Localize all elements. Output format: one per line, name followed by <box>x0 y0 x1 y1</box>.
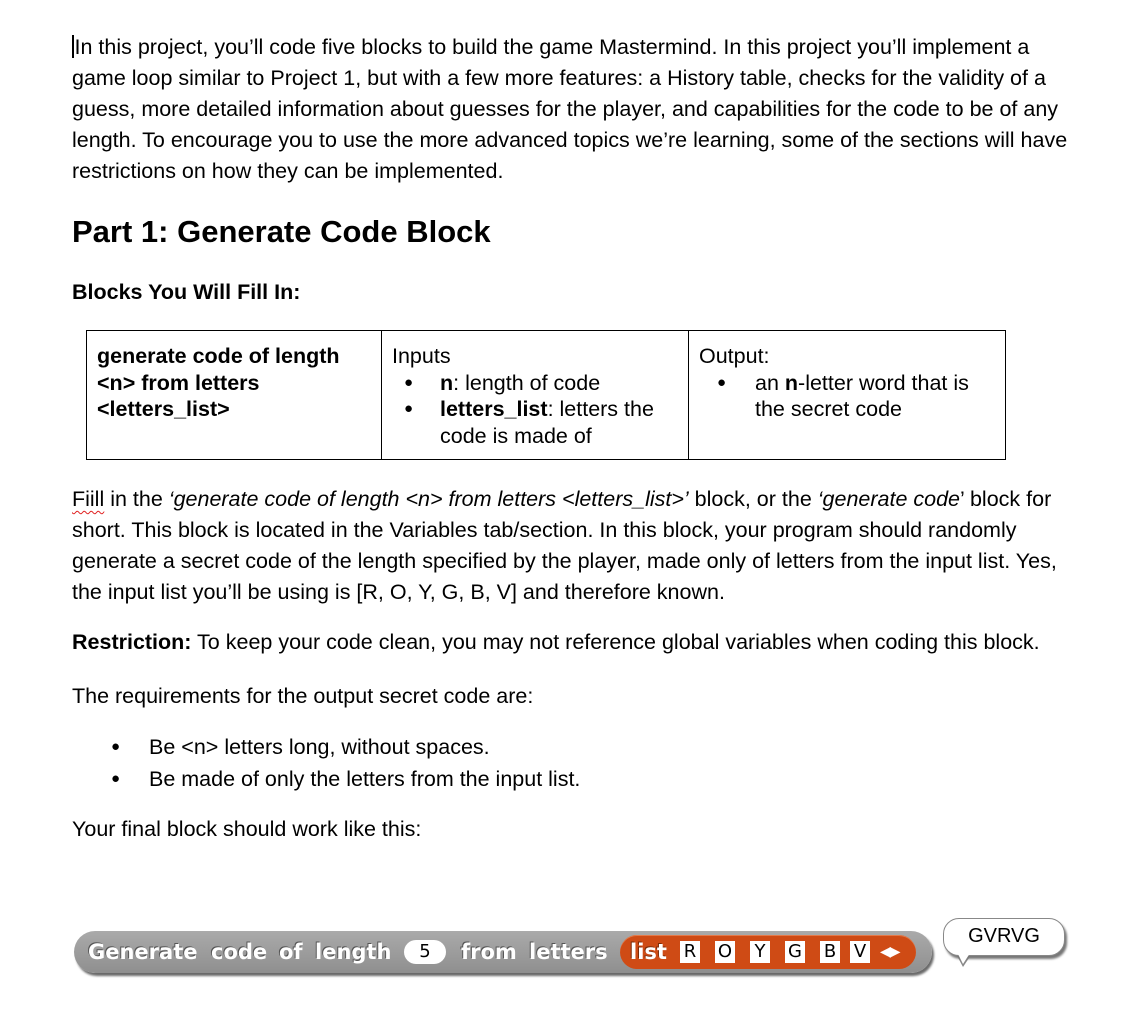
restriction-label: Restriction: <box>72 630 192 654</box>
inputs-list <box>392 370 680 450</box>
document <box>72 32 1072 845</box>
generate-code-block[interactable] <box>74 931 934 975</box>
block-name-italic: ‘generate code of length <n> from letters <letters_list>’ <box>168 487 689 511</box>
list-item-slot[interactable]: V <box>850 941 870 963</box>
block-spec-table <box>86 330 1006 460</box>
input-desc: : length of code <box>453 370 601 395</box>
para2-text-e: ’ block for short. This block is located in the Variables tab/section. In this block, your program should randomly generate a secret code of the length specified by the player, made only of letters from the input list. Yes, the input list you’ll be using is [R, O, Y, G, B, V] and therefore known. <box>72 487 1057 604</box>
arrows-icon[interactable]: ◀▶ <box>880 944 900 960</box>
requirements-list <box>72 731 1072 795</box>
list-reporter-block[interactable] <box>620 935 916 969</box>
input-name: letters_list <box>440 397 548 421</box>
restriction-paragraph <box>72 627 1072 658</box>
blocks-heading: Blocks You Will Fill In: <box>72 280 301 304</box>
para2-text-a: in the <box>104 487 169 511</box>
block-word: code <box>211 940 268 964</box>
command-block-pill[interactable] <box>74 931 932 973</box>
part-title: Part 1: Generate Code Block <box>72 214 491 249</box>
block-word: length <box>315 940 392 964</box>
length-input-slot[interactable]: 5 <box>404 940 446 964</box>
input-desc: : letters the code is made of <box>440 397 654 448</box>
block-word: letters <box>529 940 608 964</box>
block-word: Generate <box>88 940 198 964</box>
intro-paragraph <box>72 32 1072 187</box>
intro-text: In this project, you’ll code five blocks to build the game Mastermind. In this project you’ll implement a game loop similar to Project 1, but with a few more features: a History table, checks for the validity of a guess, more detailed information about guesses for the player, and capabilities for the code to be of any length. To encourage you to use the more advanced topics we’re learning, some of the sections will have restrictions on how they can be implemented. <box>72 35 1068 183</box>
input-item <box>392 396 680 449</box>
output-bold: n <box>784 370 799 395</box>
generate-code-paragraph <box>72 484 1072 608</box>
list-item-slot[interactable]: B <box>820 941 840 963</box>
text-cursor <box>72 35 74 58</box>
misspelled-word: Fiill <box>72 487 105 511</box>
input-name: n <box>440 370 454 395</box>
block-word: from <box>461 940 517 964</box>
output-suffix: -letter word that is the secret code <box>755 370 969 421</box>
result-speech-bubble: GVRVG <box>943 918 1065 956</box>
requirement-item: ● Be made of only the letters from the input list. <box>72 763 1072 795</box>
list-item-slot[interactable]: R <box>680 941 700 963</box>
output-label: Output: <box>699 344 770 368</box>
short-name-italic: ‘generate code <box>817 487 961 511</box>
output-list <box>699 370 997 423</box>
requirement-item: ● Be <n> letters long, without spaces. <box>72 731 1072 763</box>
list-label: list <box>630 940 667 964</box>
speech-bubble-tail <box>956 950 972 964</box>
block-word: of <box>279 940 303 964</box>
output-prefix: an <box>755 370 785 395</box>
requirements-intro: The requirements for the output secret code are: <box>72 684 534 708</box>
input-item <box>392 370 680 397</box>
list-item-slot[interactable]: O <box>715 941 735 963</box>
block-signature-cell: generate code of length <n> from letters <letters_list> <box>87 331 382 460</box>
list-item-slot[interactable]: Y <box>750 941 770 963</box>
inputs-label: Inputs <box>392 344 451 368</box>
para2-text-c: block, or the <box>688 487 818 511</box>
output-item <box>699 370 997 423</box>
final-block-text: Your final block should work like this: <box>72 817 422 841</box>
list-item-slot[interactable]: G <box>785 941 805 963</box>
inputs-cell <box>382 331 689 460</box>
output-cell <box>689 331 1006 460</box>
restriction-text: To keep your code clean, you may not reference global variables when coding this block. <box>191 630 1040 654</box>
